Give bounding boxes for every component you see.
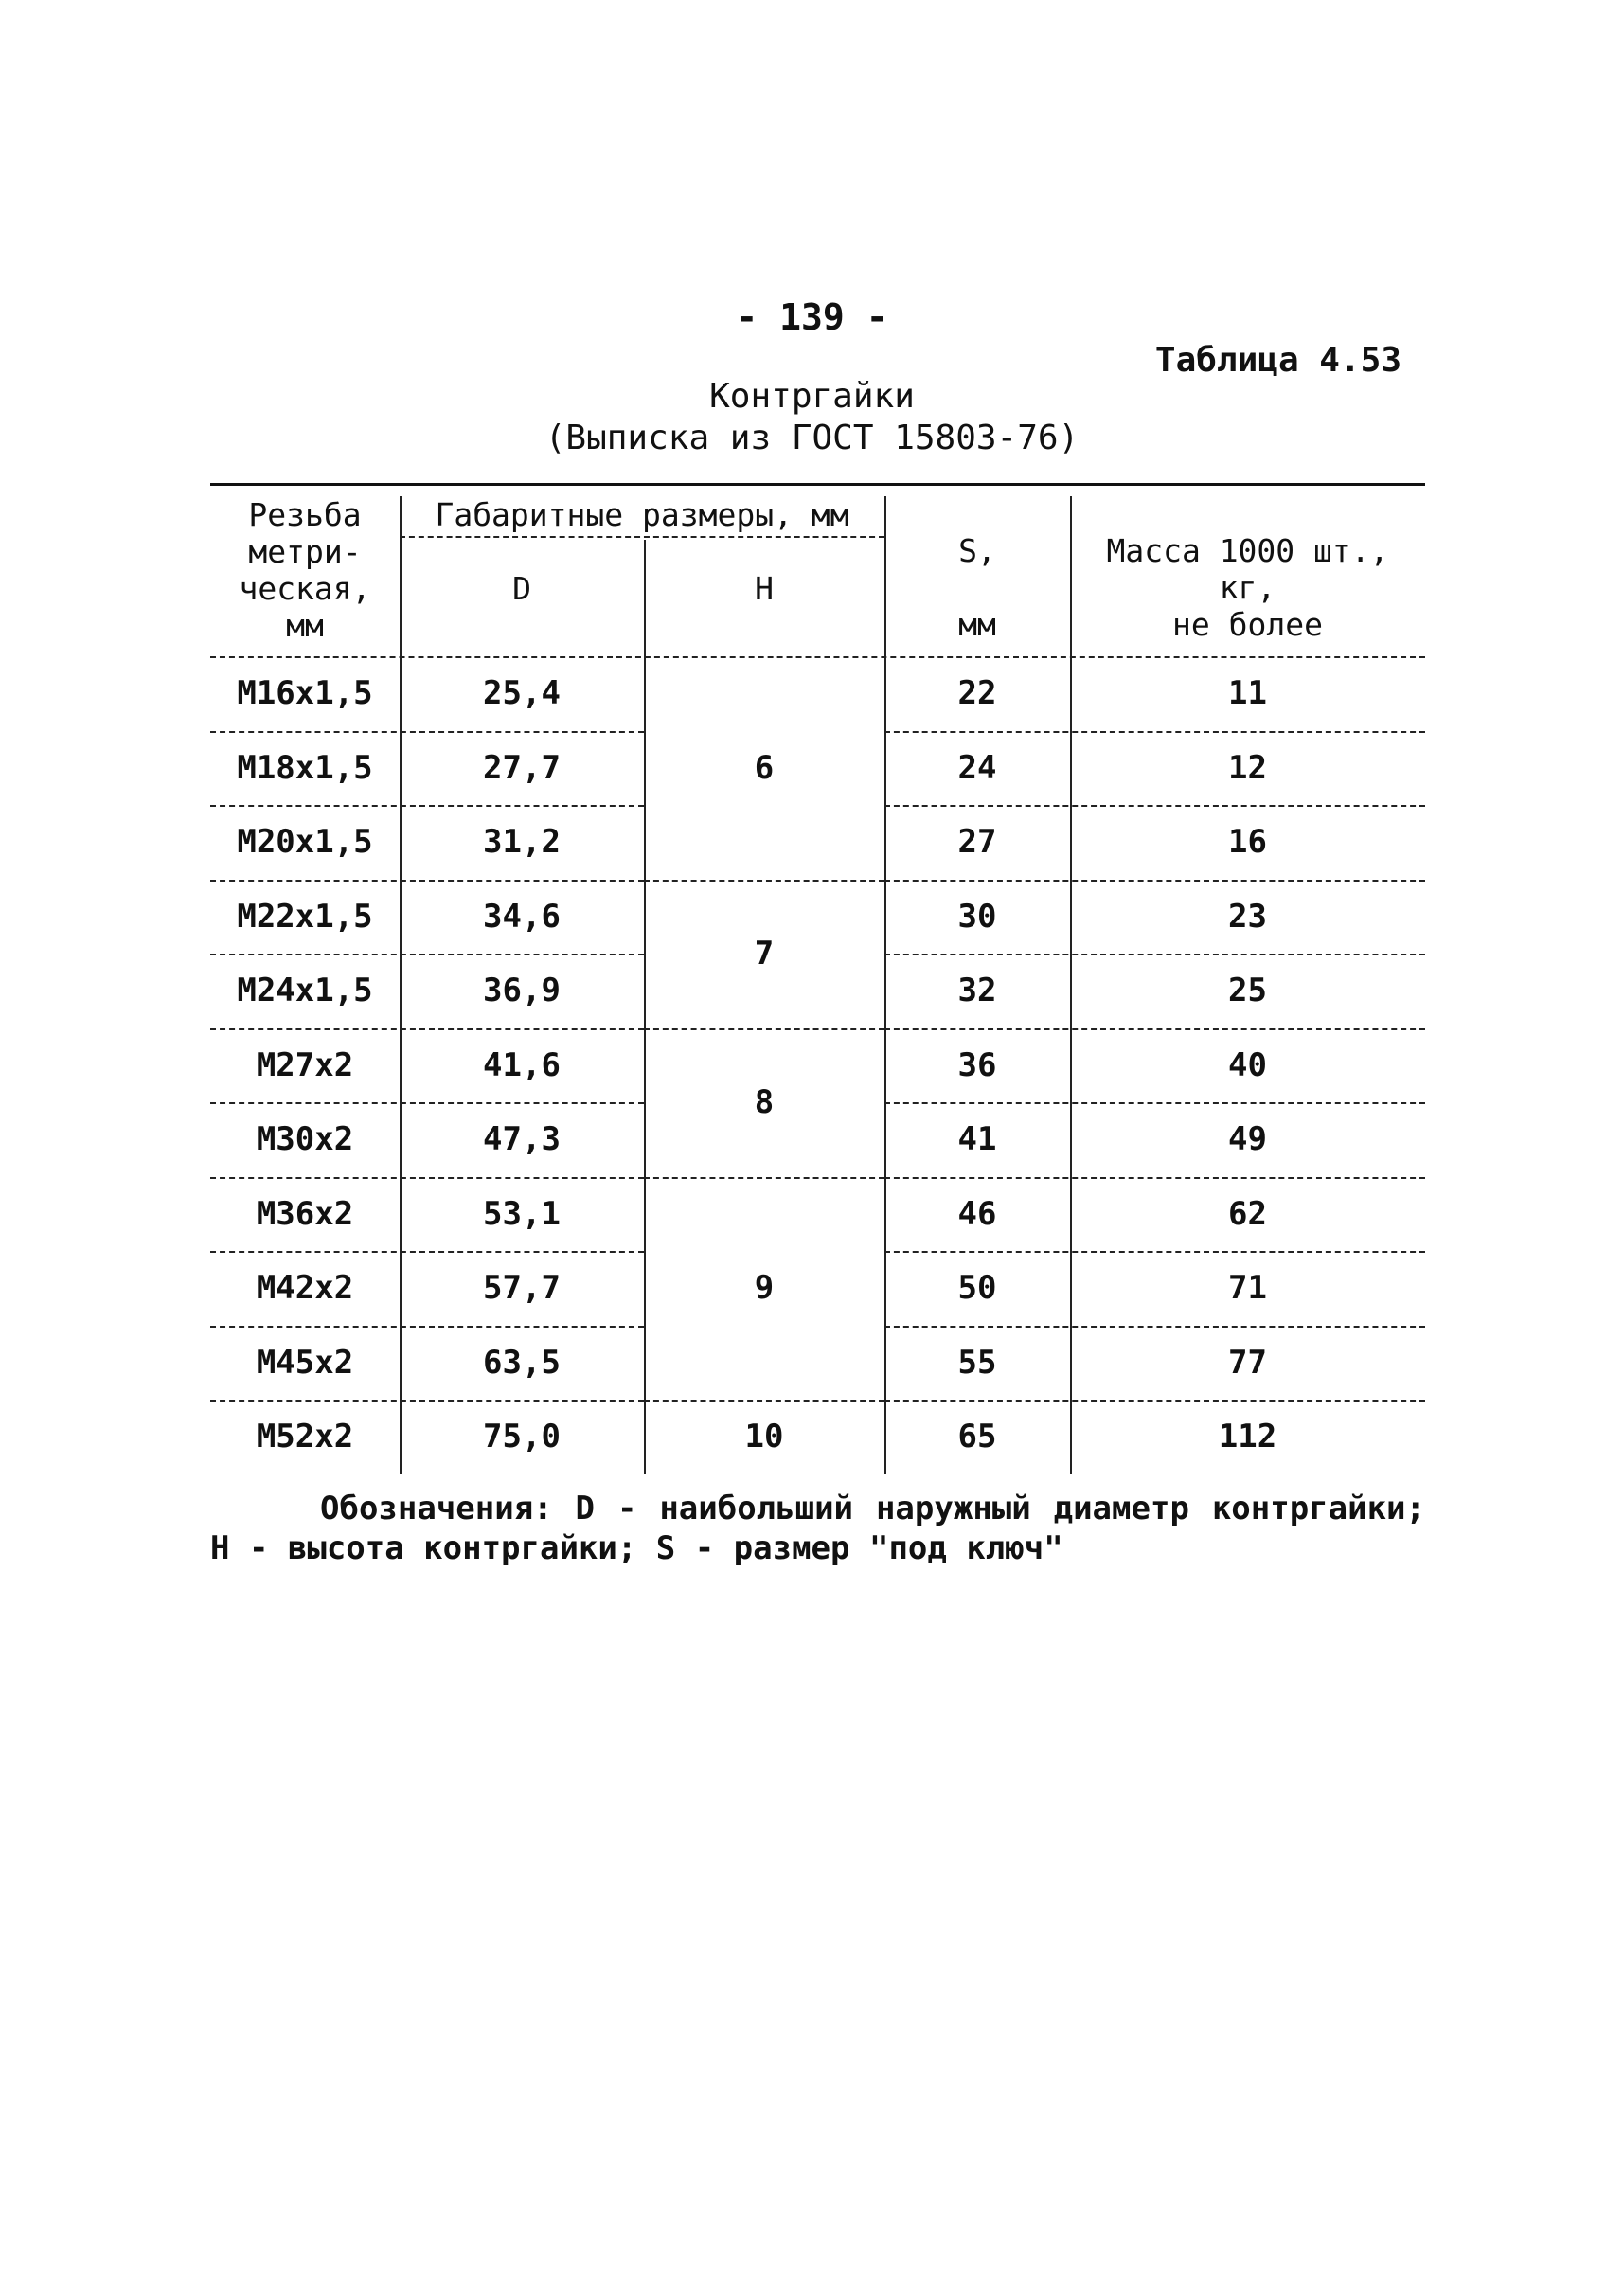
table-cell-d: 57,7 — [483, 1269, 561, 1308]
page-number: - 139 - — [736, 296, 888, 338]
table-cell-mass: 12 — [1228, 748, 1267, 787]
table-cell-mass: 62 — [1228, 1194, 1267, 1233]
table-cell-thread: М27х2 — [256, 1045, 354, 1084]
header-h: H — [755, 570, 774, 607]
table-cell-s: 22 — [957, 674, 997, 713]
table-cell-s: 55 — [957, 1343, 997, 1382]
table-cell-thread: М18х1,5 — [237, 748, 373, 787]
table-title-block — [0, 376, 1624, 459]
table-cell-thread: М20х1,5 — [237, 823, 373, 862]
table-label: Таблица 4.53 — [1154, 341, 1401, 380]
table-cell-d: 53,1 — [483, 1194, 561, 1233]
table-cell-mass: 25 — [1228, 972, 1267, 1010]
table-cell-s: 27 — [957, 823, 997, 862]
table-cell-d: 63,5 — [483, 1343, 561, 1382]
table-cell-d: 41,6 — [483, 1045, 561, 1084]
locknuts-table — [210, 483, 1425, 1458]
header-group-divider — [400, 536, 884, 538]
table-cell-s: 65 — [957, 1418, 997, 1456]
table-cell-d: 34,6 — [483, 897, 561, 936]
table-top-rule — [210, 483, 1425, 486]
table-cell-mass: 16 — [1228, 823, 1267, 862]
table-cell-d: 75,0 — [483, 1418, 561, 1456]
header-mass: Масса 1000 шт., кг, не более — [1106, 532, 1389, 643]
table-cell-s: 36 — [957, 1045, 997, 1084]
table-cell-h: 7 — [754, 935, 775, 973]
table-cell-d: 36,9 — [483, 972, 561, 1010]
table-cell-s: 32 — [957, 972, 997, 1010]
table-cell-h: 6 — [754, 748, 775, 787]
table-cell-s: 30 — [957, 897, 997, 936]
table-cell-thread: М24х1,5 — [237, 972, 373, 1010]
table-title: Контргайки — [709, 377, 915, 416]
table-cell-d: 47,3 — [483, 1120, 561, 1159]
table-cell-thread: М42х2 — [256, 1269, 354, 1308]
table-cell-d: 27,7 — [483, 748, 561, 787]
notes-line-2: H - высота контргайки; S - размер "под ключ" — [210, 1529, 1063, 1567]
table-cell-thread: М45х2 — [256, 1343, 354, 1382]
table-cell-mass: 71 — [1228, 1269, 1267, 1308]
table-cell-h: 9 — [754, 1269, 775, 1308]
table-cell-mass: 77 — [1228, 1343, 1267, 1382]
table-cell-thread: М36х2 — [256, 1194, 354, 1233]
table-cell-thread: М30х2 — [256, 1120, 354, 1159]
header-thread: Резьба метри- ческая, мм — [239, 496, 371, 644]
header-dimensions-group: Габаритные размеры, мм — [435, 496, 849, 533]
table-cell-h: 10 — [744, 1418, 784, 1456]
table-cell-thread: М52х2 — [256, 1418, 354, 1456]
table-cell-thread: М22х1,5 — [237, 897, 373, 936]
table-subtitle: (Выписка из ГОСТ 15803-76) — [544, 419, 1080, 457]
header-d: D — [512, 570, 531, 607]
table-cell-d: 31,2 — [483, 823, 561, 862]
header-s: S, мм — [958, 532, 996, 643]
table-cell-h: 8 — [754, 1083, 775, 1121]
table-cell-mass: 23 — [1228, 897, 1267, 936]
table-cell-d: 25,4 — [483, 674, 561, 713]
table-cell-s: 24 — [957, 748, 997, 787]
table-cell-mass: 112 — [1218, 1418, 1277, 1456]
table-cell-thread: М16х1,5 — [237, 674, 373, 713]
table-cell-mass: 11 — [1228, 674, 1267, 713]
table-cell-mass: 49 — [1228, 1120, 1267, 1159]
notes — [210, 1489, 1425, 1568]
notes-line-1: Обозначения: D - наибольший наружный диаметр контргайки; — [320, 1490, 1425, 1527]
table-cell-s: 50 — [957, 1269, 997, 1308]
table-cell-mass: 40 — [1228, 1045, 1267, 1084]
table-cell-s: 41 — [957, 1120, 997, 1159]
table-cell-s: 46 — [957, 1194, 997, 1233]
